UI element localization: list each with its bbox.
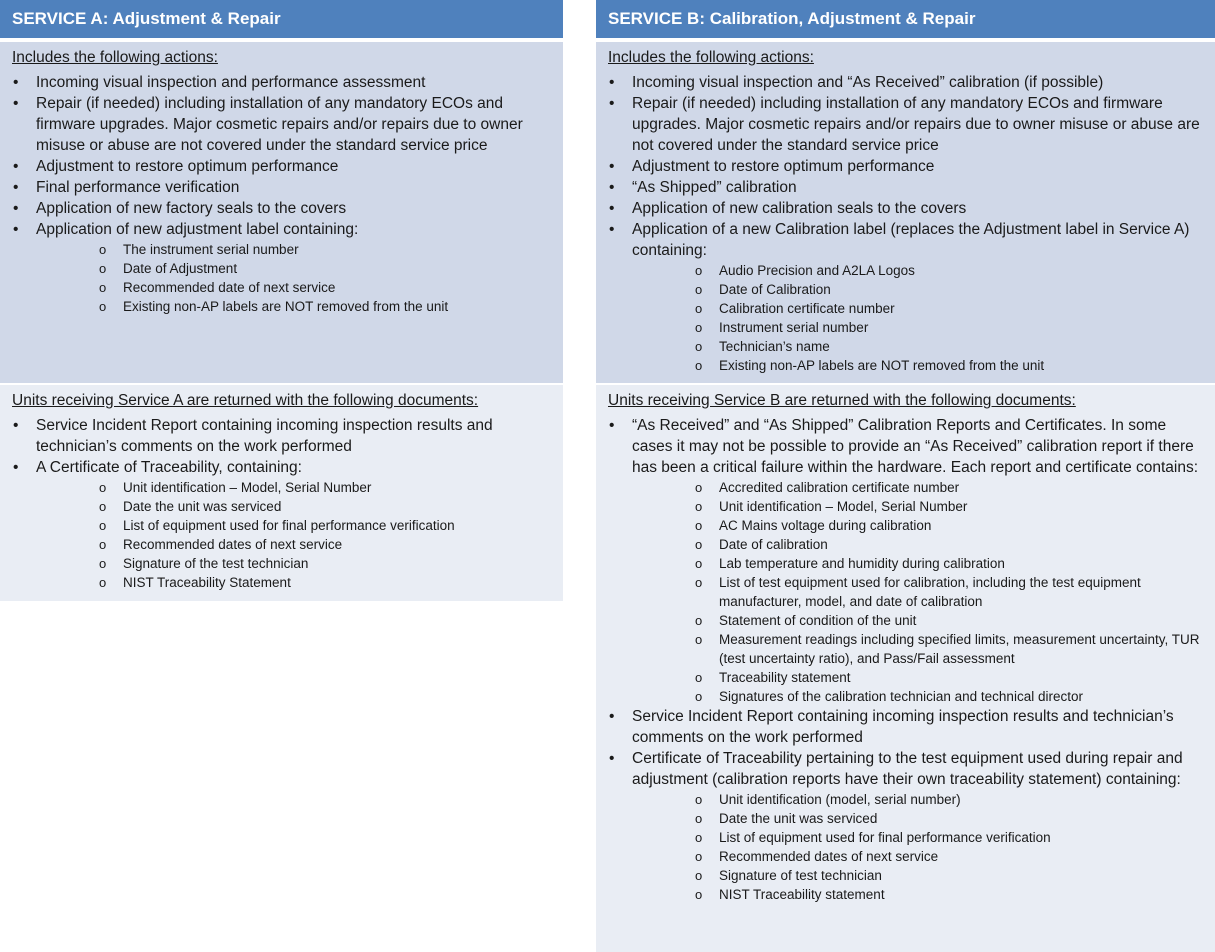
list-item bbox=[12, 415, 551, 457]
service-b-actions-section bbox=[596, 42, 1215, 383]
list-item-text: Application of new adjustment label containing: bbox=[36, 221, 359, 238]
list-item-text: Incoming visual inspection and performance assessment bbox=[36, 74, 426, 91]
sub-list bbox=[632, 478, 1203, 706]
sub-list bbox=[36, 478, 551, 592]
list-item bbox=[12, 156, 551, 177]
service-b-documents-section bbox=[596, 383, 1215, 952]
list-item-text: Certificate of Traceability pertaining to the test equipment used during repair and adjustment (calibration reports have their own traceability statement) containing: bbox=[632, 750, 1183, 788]
sub-list-item: o AC Mains voltage during calibration bbox=[695, 516, 1203, 535]
sub-list-item: o Unit identification – Model, Serial Number bbox=[99, 478, 551, 497]
list-item-text: Incoming visual inspection and “As Received” calibration (if possible) bbox=[632, 74, 1104, 91]
sub-list bbox=[632, 790, 1203, 904]
list-item-text: Adjustment to restore optimum performance bbox=[632, 158, 935, 175]
service-a-documents-title: Units receiving Service A are returned with the following documents: bbox=[12, 392, 479, 409]
list-item-text: Adjustment to restore optimum performance bbox=[36, 158, 339, 175]
sub-list-item: o Existing non-AP labels are NOT removed from the unit bbox=[99, 297, 551, 316]
list-item-text: Application of a new Calibration label (replaces the Adjustment label in Service A) containing: bbox=[632, 221, 1190, 259]
list-item bbox=[12, 198, 551, 219]
sub-list-item: o Signatures of the calibration technician and technical director bbox=[695, 687, 1203, 706]
list-item-text: Application of new factory seals to the covers bbox=[36, 200, 347, 217]
service-b-header: SERVICE B: Calibration, Adjustment & Repair bbox=[596, 0, 1215, 38]
sub-list-item: o Traceability statement bbox=[695, 668, 1203, 687]
service-a-header: SERVICE A: Adjustment & Repair bbox=[0, 0, 563, 38]
sub-list bbox=[632, 261, 1203, 375]
sub-list-item: o Calibration certificate number bbox=[695, 299, 1203, 318]
list-item-text: Repair (if needed) including installation of any mandatory ECOs and firmware upgrades. Major cosmetic repairs and/or repairs due to owner misuse or abuse are not covered under the standard service price bbox=[632, 95, 1200, 154]
list-item bbox=[608, 156, 1203, 177]
sub-list-item: o Signature of the test technician bbox=[99, 554, 551, 573]
sub-list-item: o Existing non-AP labels are NOT removed from the unit bbox=[695, 356, 1203, 375]
list-item bbox=[608, 72, 1203, 93]
sub-list-item: o Recommended dates of next service bbox=[99, 535, 551, 554]
sub-list-item: o NIST Traceability Statement bbox=[99, 573, 551, 592]
sub-list-item: o Accredited calibration certificate number bbox=[695, 478, 1203, 497]
sub-list-item: o NIST Traceability statement bbox=[695, 885, 1203, 904]
sub-list bbox=[36, 240, 551, 316]
sub-list-item: o Unit identification – Model, Serial Number bbox=[695, 497, 1203, 516]
sub-list-item: o Lab temperature and humidity during calibration bbox=[695, 554, 1203, 573]
sub-list-item: o Date of Calibration bbox=[695, 280, 1203, 299]
list-item bbox=[12, 72, 551, 93]
sub-list-item: o Date of Adjustment bbox=[99, 259, 551, 278]
sub-list-item: o Recommended date of next service bbox=[99, 278, 551, 297]
service-b-actions-list bbox=[608, 72, 1203, 375]
list-item bbox=[608, 706, 1203, 748]
list-item bbox=[12, 457, 551, 592]
list-item bbox=[608, 415, 1203, 706]
sub-list-item: o The instrument serial number bbox=[99, 240, 551, 259]
list-item-text: Application of new calibration seals to the covers bbox=[632, 200, 967, 217]
list-item-text: Final performance verification bbox=[36, 179, 240, 196]
list-item-text: A Certificate of Traceability, containing: bbox=[36, 459, 302, 476]
sub-list-item: o Technician’s name bbox=[695, 337, 1203, 356]
sub-list-item: o Statement of condition of the unit bbox=[695, 611, 1203, 630]
service-a-documents-section bbox=[0, 383, 563, 601]
list-item bbox=[608, 219, 1203, 375]
sub-list-item: o Recommended dates of next service bbox=[695, 847, 1203, 866]
service-a-actions-title: Includes the following actions: bbox=[12, 49, 218, 66]
list-item-text: “As Received” and “As Shipped” Calibration Reports and Certificates. In some cases it may not be possible to provide an “As Received” calibration report if there has been a critical failure within the hardware. Each report and certificate contains: bbox=[632, 417, 1199, 476]
service-b-documents-title: Units receiving Service B are returned with the following documents: bbox=[608, 392, 1076, 409]
sub-list-item: o List of test equipment used for calibration, including the test equipment manufacturer, model, and date of calibration bbox=[695, 573, 1203, 611]
sub-list-item: o Measurement readings including specified limits, measurement uncertainty, TUR (test uncertainty ratio), and Pass/Fail assessment bbox=[695, 630, 1203, 668]
service-a-actions-section bbox=[0, 42, 563, 383]
sub-list-item: o Audio Precision and A2LA Logos bbox=[695, 261, 1203, 280]
list-item bbox=[608, 177, 1203, 198]
sub-list-item: o Signature of test technician bbox=[695, 866, 1203, 885]
sub-list-item: o List of equipment used for final performance verification bbox=[99, 516, 551, 535]
list-item-text: Service Incident Report containing incoming inspection results and technician’s comments on the work performed bbox=[632, 708, 1174, 746]
service-a-documents-list bbox=[12, 415, 551, 592]
list-item bbox=[608, 93, 1203, 156]
service-b-actions-title: Includes the following actions: bbox=[608, 49, 814, 66]
service-a-column bbox=[0, 0, 563, 601]
list-item bbox=[12, 219, 551, 316]
service-b-documents-list bbox=[608, 415, 1203, 904]
list-item-text: Repair (if needed) including installation of any mandatory ECOs and firmware upgrades. Major cosmetic repairs and/or repairs due to owner misuse or abuse are not covered under the standard service price bbox=[36, 95, 523, 154]
sub-list-item: o Instrument serial number bbox=[695, 318, 1203, 337]
list-item-text: Service Incident Report containing incoming inspection results and technician’s comments on the work performed bbox=[36, 417, 493, 455]
list-item bbox=[12, 177, 551, 198]
sub-list-item: o Date of calibration bbox=[695, 535, 1203, 554]
service-b-column bbox=[596, 0, 1215, 952]
sub-list-item: o Date the unit was serviced bbox=[99, 497, 551, 516]
sub-list-item: o Date the unit was serviced bbox=[695, 809, 1203, 828]
sub-list-item: o List of equipment used for final performance verification bbox=[695, 828, 1203, 847]
list-item-text: “As Shipped” calibration bbox=[632, 179, 797, 196]
list-item bbox=[608, 748, 1203, 904]
service-a-actions-list bbox=[12, 72, 551, 316]
sub-list-item: o Unit identification (model, serial number) bbox=[695, 790, 1203, 809]
list-item bbox=[12, 93, 551, 156]
list-item bbox=[608, 198, 1203, 219]
